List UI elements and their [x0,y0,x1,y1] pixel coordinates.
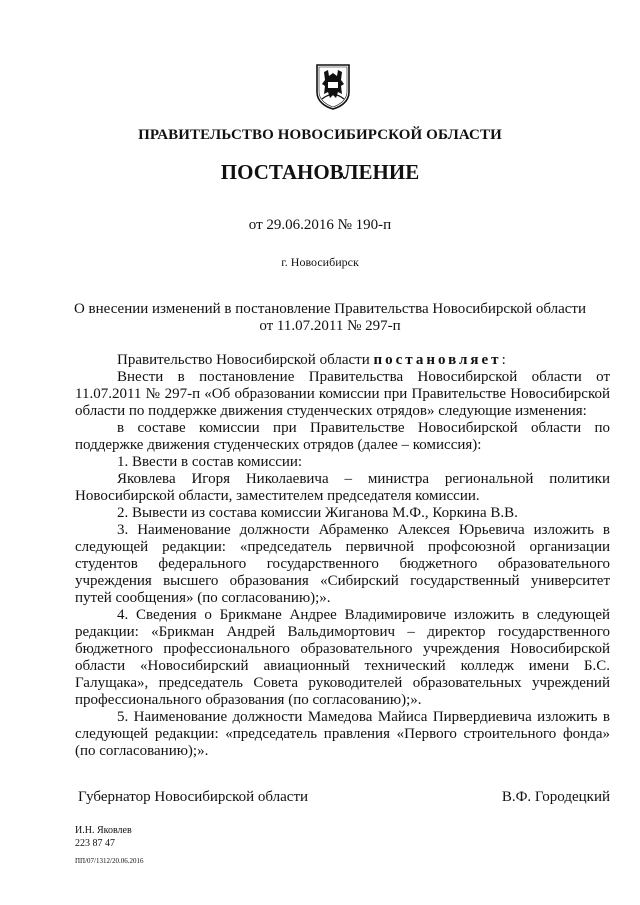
executor-name: И.Н. Яковлев [75,825,132,836]
signatory-position: Губернатор Новосибирской области [78,789,309,805]
intro-verb: постановляет [373,352,502,368]
executor-block [75,824,132,850]
subject-line-2: от 11.07.2011 № 297-п [259,318,401,334]
intro-paragraph [75,352,610,369]
body-paragraph: Яковлева Игоря Николаевича – министра региональной политики Новосибирской области, заместителем председателя комиссии. [75,471,610,504]
document-type-heading: ПОСТАНОВЛЕНИЕ [220,160,420,184]
intro-text: Правительство Новосибирской области [117,352,374,368]
subject-line-1: О внесении изменений в постановление Правительства Новосибирской области [73,301,587,317]
body-paragraph: 4. Сведения о Брикмане Андрее Владимировиче изложить в следующей редакции: «Брикман Андрей Вальдимортович – директор государственного бюджетного профессионального образовательного учреждения Новосибирской области «Новосибирский авиационный технический колледж имени Б.С. Галущака», председатель Совета руководителей образовательных учреждений профессионального образования (по согласованию);». [75,607,610,708]
intro-colon: : [501,352,506,368]
organization-title: ПРАВИТЕЛЬСТВО НОВОСИБИРСКОЙ ОБЛАСТИ [138,127,502,143]
signatory-name: В.Ф. Городецкий [501,789,610,805]
document-city: г. Новосибирск [281,255,359,269]
body-paragraph: 5. Наименование должности Мамедова Майиса Пирвердиевича изложить в следующей редакции: «председатель правления «Первого строительного фонда» (по согласованию);». [75,709,610,759]
body-paragraph: в составе комиссии при Правительстве Новосибирской области по поддержке движения студенческих отрядов (далее – комиссия): [75,420,610,453]
body-paragraph: 2. Вывести из состава комиссии Жиганова М.Ф., Коркина В.В. [117,505,518,521]
executor-phone: 223 87 47 [75,838,115,849]
coat-of-arms-icon [314,62,352,110]
document-reference: ПП/07/1312/20.06.2016 [75,857,144,865]
document-subject [60,301,600,335]
document-date-number: от 29.06.2016 № 190-п [248,217,392,233]
body-paragraph: Внести в постановление Правительства Новосибирской области от 11.07.2011 № 297-п «Об образовании комиссии при Правительстве Новосибирской области по поддержке движения студенческих отрядов» следующие изменения: [75,369,610,419]
document-body [75,352,610,760]
body-paragraph: 3. Наименование должности Абраменко Алексея Юрьевича изложить в следующей редакции: «председатель первичной профсоюзной организации студентов федерального государственного бюджетного образовательного учреждения высшего образования «Сибирский государственный университет путей сообщения» (по согласованию);». [75,522,610,606]
body-paragraph: 1. Ввести в состав комиссии: [117,454,303,470]
